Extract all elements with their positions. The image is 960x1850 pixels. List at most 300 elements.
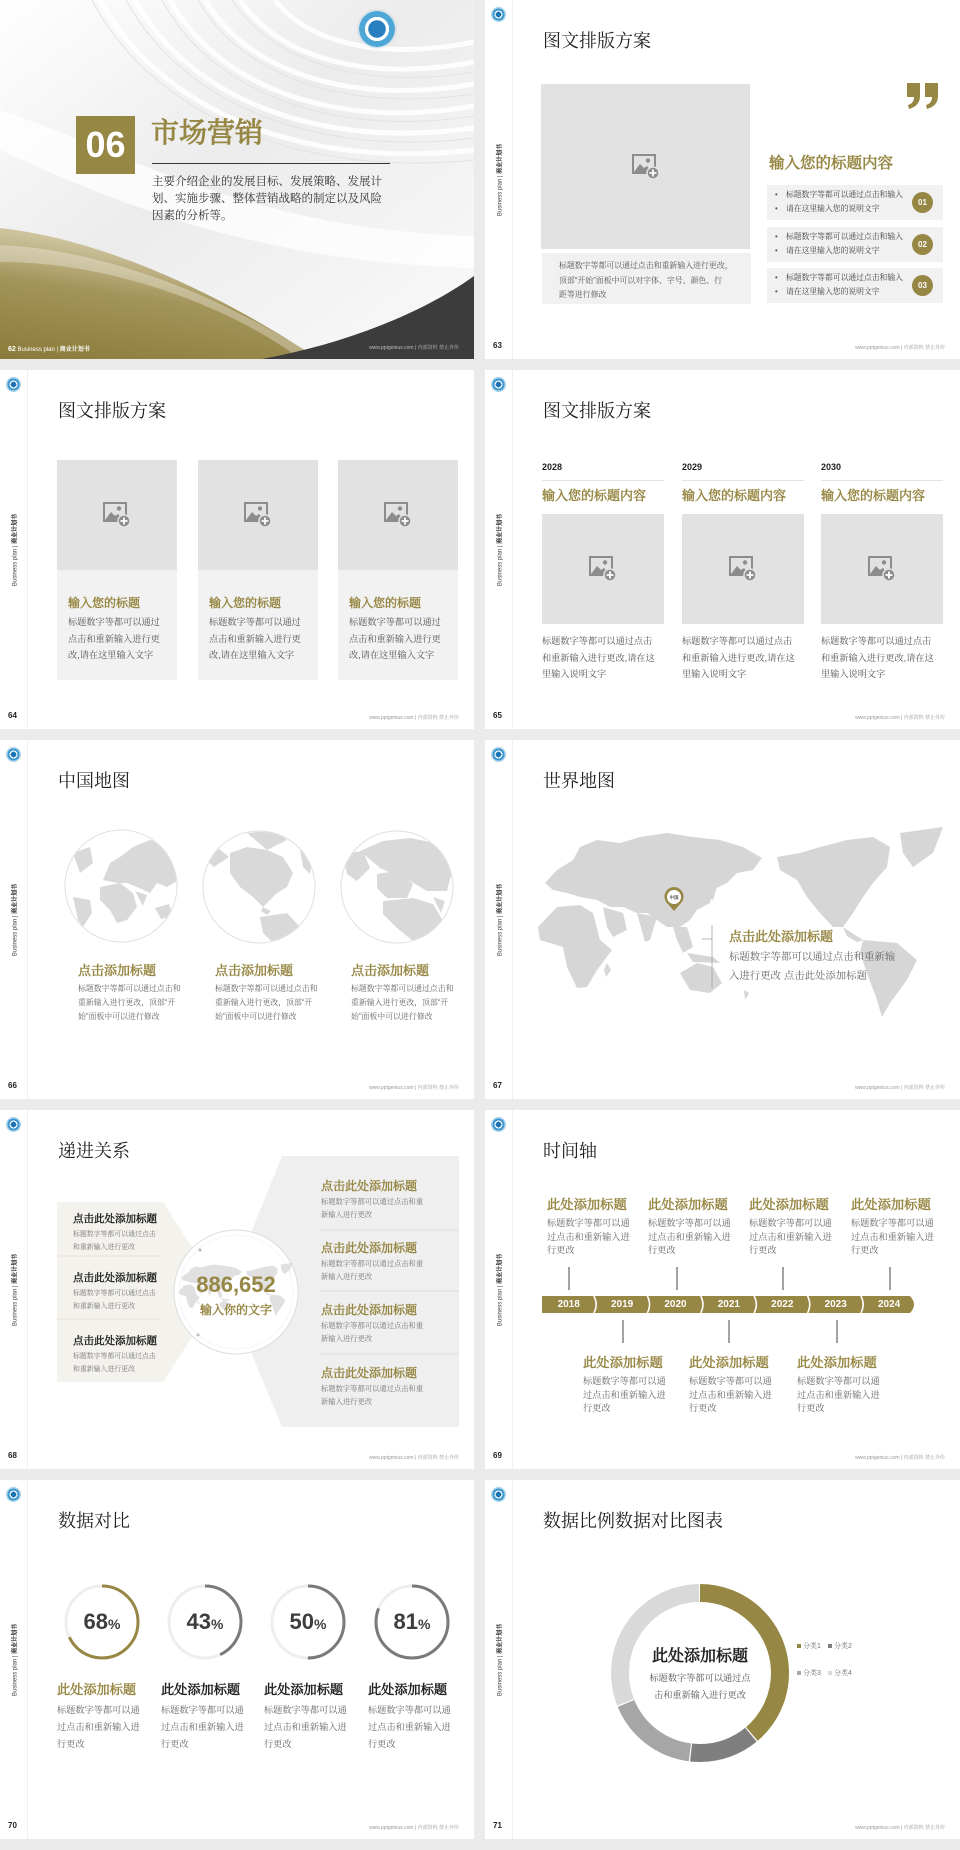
brand-cn: 商业计划书 [497,1623,504,1654]
text-line: 过点击和重新输入进 [689,1389,772,1400]
cover-footer-brand [8,344,90,353]
item-text [161,1702,244,1753]
percent-unit: % [314,1616,327,1632]
progress-rings [0,1480,474,1839]
percent-value: 81 [393,1609,419,1634]
text-line: 新输入进行更改 [321,1272,373,1281]
caption-title: 点击添加标题 [351,963,430,978]
text-line: 主要介绍企业的发展目标、发展策略、发展计 [152,176,382,188]
divider [542,480,664,481]
card-body [57,570,177,680]
text-line: 标题数字等都可以通 [264,1705,347,1715]
column-heading: 输入您的标题内容 [821,488,926,503]
slide-title: 图文排版方案 [543,31,651,51]
percent-value: 43 [186,1609,212,1634]
caption-text [78,982,181,1024]
ring-percent [268,1609,348,1635]
bullet-list [775,230,903,258]
page-number: 69 [493,1451,502,1460]
text-line: 因素的分析等。 [152,210,233,222]
slide-title: 数据比例数据对比图表 [543,1511,723,1531]
text-line: 距等进行修改 [559,290,607,299]
column-text [682,633,795,683]
item-text [321,1257,423,1283]
item-title: 点击此处添加标题 [73,1213,157,1225]
text-line: 标题数字等都可以通过点击和重新输 [729,952,896,963]
text-line: 过点击和重新输入进 [57,1722,140,1732]
slide-title: 时间轴 [543,1141,597,1161]
title-underline [152,163,390,164]
text-line: 新输入进行更改 [321,1334,373,1343]
text-line: 入进行更改 点击此处添加标题 [729,971,867,982]
slide-63-image-text-layout[interactable] [485,0,960,359]
timeline-item-bottom-2 [689,1355,789,1416]
text-line: 重新输入进行更改，顶部“开 [215,998,313,1007]
footer-copyright: www.pptgenius.com | 内部资料 禁止外传 [855,1085,945,1091]
card-body [338,570,458,680]
percent-unit: % [211,1616,224,1632]
bullet-icon [775,244,786,258]
timeline-item-bottom-1 [583,1355,683,1416]
text-line: 过点击和重新输入进 [547,1231,630,1242]
text-line: 行更改 [689,1403,717,1413]
text-line: 行更改 [57,1739,85,1749]
text-line: 击和重新输入进行更改 [654,1690,746,1700]
percent-value: 68 [83,1609,109,1634]
legend-item-2 [828,1642,852,1651]
timeline-year: 2023 [824,1299,847,1310]
globe-icon [203,830,315,943]
text-line: 标题数字等都可以通过点击和重 [321,1321,424,1330]
brand-separator: | [12,1285,19,1288]
text-line: 里输入说明文字 [821,669,886,680]
ring-percent [165,1609,245,1635]
quote-icon [906,82,942,110]
text-line: 过点击和重新输入进 [368,1722,451,1732]
footer-copyright: www.pptgenius.com | 内部资料 禁止外传 [855,345,945,351]
center-value: 886,652 [196,1272,276,1297]
brand-en: Business plan [497,178,504,217]
text-line: 标题数字等都可以通过点击和输入 [786,190,903,199]
timeline-year: 2020 [664,1299,687,1310]
item-title: 此处添加标题 [161,1682,241,1697]
item-text [321,1319,423,1345]
bullet-icon [775,202,786,216]
column-heading: 输入您的标题内容 [682,488,787,503]
slide-62-section-cover[interactable] [0,0,474,359]
caption-box [542,253,751,304]
slide-70-data-comparison[interactable] [0,1480,474,1839]
page-number: 66 [8,1081,17,1090]
text-line: 过点击和重新输入进 [583,1389,666,1400]
text-line: 划、实施步骤、整体营销战略的制定以及风险 [152,193,382,205]
brand-cn: 商业计划书 [12,513,19,544]
pin-label: 中国 [669,895,679,900]
insert-picture-icon [244,502,272,528]
legend-label: 分类2 [834,1643,852,1650]
brand-separator: | [56,347,59,353]
item-text [689,1375,789,1416]
text-line: 重新输入进行更改，顶部“开 [78,998,176,1007]
image-card-3 [338,460,458,680]
text-line: 标题数字等都可以通过点击 [542,636,653,646]
item-title: 此处添加标题 [749,1197,829,1212]
picture-placeholder[interactable] [682,514,804,624]
insert-picture-icon [632,154,660,180]
legend-label: 分类1 [803,1643,821,1650]
globe-icon [65,830,179,942]
text-line: 标题数字等都可以通 [583,1376,666,1386]
item-text [851,1217,951,1258]
text-line: 点击和重新输入进行更 [349,633,441,644]
text-line: 里输入说明文字 [682,669,747,680]
insert-picture-icon [868,556,896,582]
bullet-icon [775,285,786,299]
text-line: 新输入进行更改 [321,1397,373,1406]
item-title: 此处添加标题 [648,1197,728,1212]
school-logo-icon [358,10,396,48]
percent-unit: % [418,1616,431,1632]
footer-copyright: www.pptgenius.com | 内部资料 禁止外传 [369,345,459,351]
center-label: 输入你的文字 [199,1303,272,1317]
map-pin-icon [665,887,684,911]
image-card-1 [57,460,177,680]
page-number: 68 [8,1451,17,1460]
brand-separator: | [497,545,504,548]
year-label: 2028 [542,462,563,472]
text-line: 标题数字等都可以通 [689,1376,772,1386]
map-callout-heading: 点击此处添加标题 [729,929,834,944]
side-brand-label [495,514,504,586]
brand-cn: 商业计划书 [12,1623,19,1654]
right-item-4 [321,1366,423,1408]
brand-en: Business plan [497,1658,504,1697]
item-text [73,1351,157,1376]
ring-percent [62,1609,142,1635]
picture-placeholder[interactable] [542,514,664,624]
bullet-list [775,271,903,299]
ring-caption-1 [57,1682,140,1753]
legend-item-4 [828,1669,852,1678]
section-description [152,174,382,225]
item-title: 此处添加标题 [57,1682,137,1697]
bullet-row-03 [767,268,943,303]
item-title: 点击此处添加标题 [73,1272,157,1284]
timeline-item-top-3 [749,1197,849,1258]
image-card-2 [198,460,318,680]
item-text [264,1702,347,1753]
text-line: 标题数字等都可以通过 [209,617,301,627]
text-line: 和重新输入进行更改 [73,1302,136,1310]
footer-copyright: www.pptgenius.com | 内部资料 禁止外传 [855,1825,945,1831]
sidebar-divider [512,370,513,729]
item-text [749,1217,849,1258]
text-line: 标题数字等都可以通 [368,1705,451,1715]
item-title: 此处添加标题 [583,1355,663,1370]
slide-title: 图文排版方案 [58,401,166,421]
page-number: 67 [493,1081,502,1090]
picture-placeholder[interactable] [821,514,943,624]
number-badge: 03 [912,275,933,296]
brand-separator: | [12,915,19,918]
text-line: 始”面板中可以进行修改 [351,1012,433,1021]
insert-picture-icon [729,556,757,582]
brand-en: Business plan [12,548,19,587]
card-title: 输入您的标题 [349,596,422,610]
brand-cn: 商业计划书 [497,143,504,174]
text-line: 标题数字等都可以通过点 [649,1673,751,1683]
slide-69-timeline[interactable] [485,1110,960,1469]
brand-cn: 商业计划书 [12,883,19,914]
text-line: 请在这里输入您的说明文字 [786,246,880,255]
brand-en: Business plan [17,347,55,353]
text-line: 过点击和重新输入进 [797,1389,880,1400]
item-title: 点击此处添加标题 [321,1241,418,1255]
picture-placeholder[interactable] [198,460,318,570]
bullet-icon [775,230,786,244]
timeline-item-top-4 [851,1197,951,1258]
text-line: 标题数字等都可以通过点击和重 [321,1384,424,1393]
left-item-1 [73,1213,157,1254]
text-line: 行更改 [851,1245,879,1255]
year-column-1 [542,460,664,690]
page-number: 63 [493,341,502,350]
ring-caption-4 [368,1682,451,1753]
page-number: 64 [8,711,17,720]
school-logo-icon [491,377,506,392]
school-logo-icon [491,7,506,22]
text-line: 标题数字等都可以通过点击和 [215,984,318,993]
sidebar-divider [512,0,513,359]
page-number: 65 [493,711,502,720]
card-text [68,614,160,664]
item-title: 点击此处添加标题 [321,1179,418,1193]
right-item-3 [321,1303,423,1345]
caption-text [351,982,454,1024]
text-line: 标题数字等都可以通 [547,1218,630,1228]
text-line: 行更改 [547,1245,575,1255]
text-line: 新输入进行更改 [321,1210,373,1219]
legend-swatch [828,1644,832,1648]
slide-71-donut-chart[interactable] [485,1480,960,1839]
item-text [321,1195,423,1221]
slide-66-china-map-globes[interactable] [0,740,474,1099]
text-line: 点击和重新输入进行更 [209,633,301,644]
card-text [349,614,441,664]
insert-picture-icon [384,502,412,528]
legend-item-1 [797,1642,821,1651]
page-number: 70 [8,1821,17,1830]
item-title: 此处添加标题 [689,1355,769,1370]
globe-caption-1 [78,963,181,1024]
item-title: 点击此处添加标题 [73,1335,157,1347]
text-line: 标题数字等都可以通过点击 [73,1353,156,1360]
school-logo-icon [6,377,21,392]
sidebar-divider [27,370,28,729]
year-label: 2029 [682,462,703,472]
card-body [198,570,318,680]
text-line: 里输入说明文字 [542,669,607,680]
card-title: 输入您的标题 [68,596,141,610]
legend-swatch [828,1671,832,1675]
brand-en: Business plan [12,1288,19,1327]
text-line: 请在这里输入您的说明文字 [786,287,880,296]
section-title: 市场营销 [151,117,264,148]
ring-caption-3 [264,1682,347,1753]
right-item-1 [321,1179,423,1221]
text-line: 改,请在这里输入文字 [209,650,295,660]
legend-label: 分类4 [834,1670,852,1677]
slide-67-world-map[interactable] [485,740,960,1099]
side-brand-label [495,144,504,216]
item-text [547,1217,647,1258]
brand-separator: | [497,915,504,918]
content-heading: 输入您的标题内容 [769,155,894,172]
slide-title: 中国地图 [58,771,130,791]
timeline-year: 2022 [771,1299,794,1310]
picture-placeholder[interactable] [338,460,458,570]
item-title: 此处添加标题 [851,1197,931,1212]
item-text [583,1375,683,1416]
brand-separator: | [12,1655,19,1658]
text-line: 标题数字等都可以通过 [349,617,441,627]
legend-swatch [797,1644,801,1648]
text-line: 标题数字等都可以通过点击和重 [321,1259,424,1268]
slide-65-year-columns[interactable] [485,370,960,729]
card-title: 输入您的标题 [209,596,282,610]
item-title: 点击此处添加标题 [321,1366,418,1380]
column-text [821,633,934,683]
text-line: 标题数字等都可以通过点击 [821,636,932,646]
right-item-2 [321,1241,423,1283]
text-line: 标题数字等都可以通过点击和 [78,984,181,993]
text-line: 请在这里输入您的说明文字 [786,204,880,213]
text-line: 标题数字等都可以通 [57,1705,140,1715]
page-number: 62 [8,346,16,353]
text-line: 始”面板中可以进行修改 [215,1012,297,1021]
text-line: 行更改 [368,1739,396,1749]
text-line: 标题数字等都可以通过点击和输入 [786,273,903,282]
legend-label: 分类3 [803,1670,821,1677]
footer-copyright: www.pptgenius.com | 内部资料 禁止外传 [369,715,459,721]
timeline-year: 2024 [877,1299,901,1310]
picture-placeholder[interactable] [541,84,750,249]
item-text [368,1702,451,1753]
slide-68-progression[interactable] [0,1110,474,1469]
section-number-badge: 06 [76,116,135,174]
brand-en: Business plan [497,918,504,957]
legend-swatch [797,1671,801,1675]
text-line: 过点击和重新输入进 [161,1722,244,1732]
item-text [73,1288,157,1313]
picture-placeholder[interactable] [57,460,177,570]
item-title: 此处添加标题 [797,1355,877,1370]
footer-copyright: www.pptgenius.com | 内部资料 禁止外传 [369,1085,459,1091]
year-column-2 [682,460,804,690]
caption-title: 点击添加标题 [215,963,294,978]
text-line: 过点击和重新输入进 [648,1231,731,1242]
brand-en: Business plan [497,1288,504,1327]
number-badge: 01 [912,192,933,213]
brand-cn: 商业计划书 [497,883,504,914]
text-line: 过点击和重新输入进 [851,1231,934,1242]
text-line: 标题数字等都可以通 [648,1218,731,1228]
year-label: 2030 [821,462,842,472]
insert-picture-icon [589,556,617,582]
text-line: 和重新输入进行更改,请在这 [682,652,795,663]
text-line: 标题数字等都可以通 [161,1705,244,1715]
text-line: 点击和重新输入进行更 [68,633,160,644]
brand-separator: | [497,175,504,178]
slide-title: 图文排版方案 [543,401,651,421]
brand-cn: 商业计划书 [12,1253,19,1284]
side-brand-label [10,514,19,586]
globe-caption-3 [351,963,454,1024]
brand-separator: | [497,1285,504,1288]
item-text [321,1382,423,1408]
text-line: 行更改 [161,1739,189,1749]
slide-64-three-cards[interactable] [0,370,474,729]
timeline-year: 2018 [557,1299,580,1310]
slide-title: 数据对比 [58,1511,130,1531]
bullet-list [775,188,903,216]
item-title: 此处添加标题 [368,1682,448,1697]
map-callout-text [729,948,895,986]
timeline-year: 2019 [610,1299,634,1310]
card-text [209,614,301,664]
globe-icon [341,831,453,943]
text-line: 重新输入进行更改，顶部“开 [351,998,449,1007]
bullet-icon [775,271,786,285]
text-line: 标题数字等都可以通过点击和输入 [786,232,903,241]
text-line: 行更改 [583,1403,611,1413]
caption-text [215,982,318,1024]
text-line: 行更改 [648,1245,676,1255]
text-line: 改,请在这里输入文字 [68,650,154,660]
caption-title: 点击添加标题 [78,963,157,978]
timeline-item-bottom-3 [797,1355,897,1416]
text-line: 改,请在这里输入文字 [349,650,435,660]
text-line: 标题数字等都可以通过点击和 [351,984,454,993]
text-line: 标题数字等都可以通 [749,1218,832,1228]
text-line: 标题数字等都可以通 [851,1218,934,1228]
footer-copyright: www.pptgenius.com | 内部资料 禁止外传 [855,715,945,721]
bullet-icon [775,188,786,202]
text-line: 顶部“开始”面板中可以对字体、字号、颜色、行 [559,275,723,285]
text-line: 标题数字等都可以通过点击和重新输入进行更改， [559,261,733,270]
text-line: 行更改 [797,1403,825,1413]
timeline-year: 2021 [717,1299,740,1310]
footer-copyright: www.pptgenius.com | 内部资料 禁止外传 [369,1455,459,1461]
timeline-item-top-1 [547,1197,647,1258]
bullet-row-02 [767,227,943,262]
text-line: 标题数字等都可以通过点击和重 [321,1197,424,1206]
brand-en: Business plan [12,1658,19,1697]
footer-copyright: www.pptgenius.com | 内部资料 禁止外传 [369,1825,459,1831]
page-number: 71 [493,1821,502,1830]
bullet-row-01 [767,185,943,220]
column-text [542,633,655,683]
text-line: 过点击和重新输入进 [749,1231,832,1242]
text-line: 行更改 [264,1739,292,1749]
text-line: 标题数字等都可以通 [797,1376,880,1386]
globe-caption-2 [215,963,318,1024]
brand-cn: 商业计划书 [497,1253,504,1284]
text-line: 标题数字等都可以通过点击 [73,1231,156,1238]
globe-illustrations [0,740,474,1099]
divider [821,480,943,481]
slide-title: 递进关系 [58,1141,130,1161]
